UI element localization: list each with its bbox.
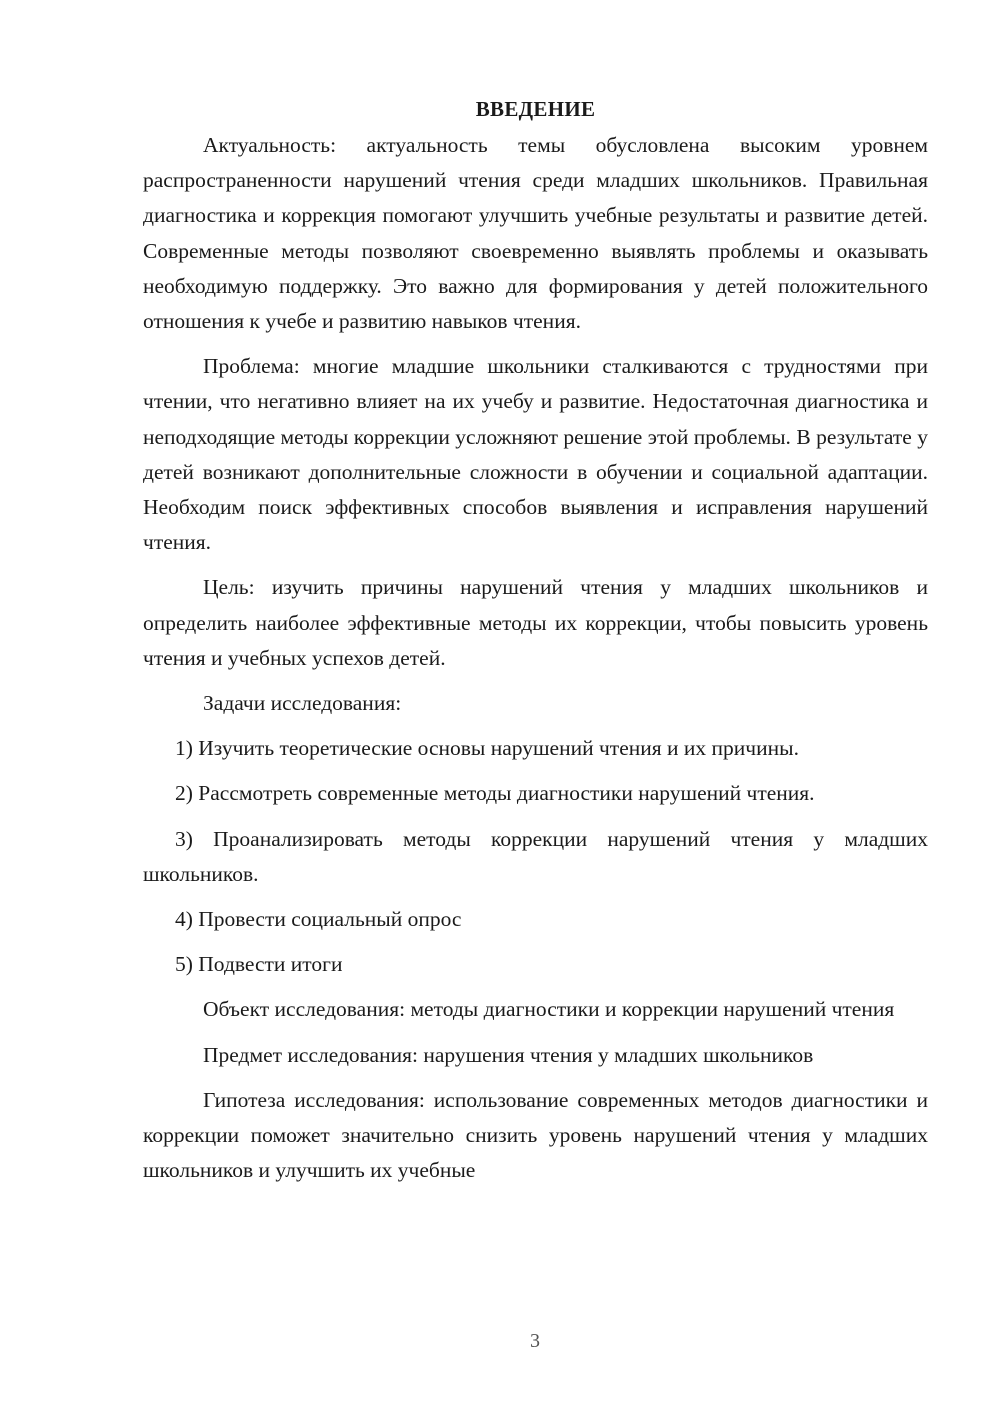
page-title: ВВЕДЕНИЕ xyxy=(475,97,596,121)
task-item: 2) Рассмотреть современные методы диагностики нарушений чтения. xyxy=(175,781,815,806)
paragraph-subject: Предмет исследования: нарушения чтения у младших школьников xyxy=(203,1042,814,1067)
page-number: 3 xyxy=(530,1330,540,1352)
paragraph-relevance: Актуальность: актуальность темы обусловлена высоким уровнем распространенности нарушений чтения среди младших школьников. Правильная диагностика и коррекция помогают улучшить учебные результаты и развитие детей. Современные методы позволяют своевременно выявлять проблемы и оказывать необходимую поддержку. Это важно для формирования у детей положительного отношения к учебе и развитию навыков чтения. xyxy=(143,133,928,334)
task-item: 1) Изучить теоретические основы нарушений чтения и их причины. xyxy=(175,736,799,761)
paragraph-object: Объект исследования: методы диагностики и коррекции нарушений чтения xyxy=(203,997,895,1022)
paragraph-hypothesis: Гипотеза исследования: использование современных методов диагностики и коррекции поможет значительно снизить уровень нарушений чтения у младших школьников и улучшить их учебные xyxy=(143,1087,928,1183)
task-item: 5) Подвести итоги xyxy=(175,952,343,977)
paragraph-problem: Проблема: многие младшие школьники сталкиваются с трудностями при чтении, что негативно влияет на их учебу и развитие. Недостаточная диагностика и неподходящие методы коррекции усложняют решение этой проблемы. В результате у детей возникают дополнительные сложности в обучении и социальной адаптации. Необходим поиск эффективных способов выявления и исправления нарушений чтения. xyxy=(143,354,928,555)
document-page xyxy=(143,92,928,1198)
task-item: 4) Провести социальный опрос xyxy=(175,907,462,932)
task-item: 3) Проанализировать методы коррекции нарушений чтения у младших школьников. xyxy=(143,826,928,886)
paragraph-goal: Цель: изучить причины нарушений чтения у младших школьников и определить наиболее эффективные методы их коррекции, чтобы повысить уровень чтения и учебных успехов детей. xyxy=(143,575,928,670)
paragraph-tasks-heading: Задачи исследования: xyxy=(203,691,402,716)
